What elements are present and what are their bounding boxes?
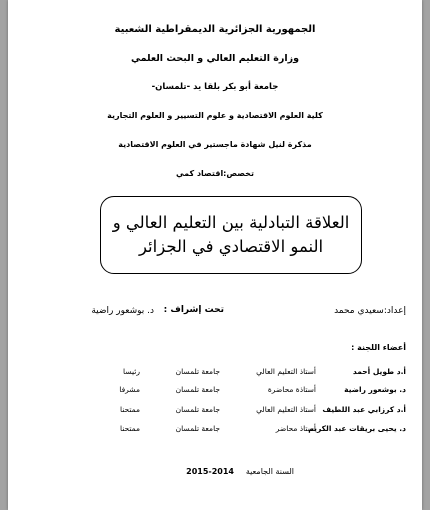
committee-member-role: ممتحنا (119, 424, 140, 433)
committee-member-university: جامعة تلمسان (175, 405, 220, 414)
academic-year-label: السنة الجامعية (245, 467, 294, 476)
supervisor-name: د. بوشعور راضية (91, 306, 154, 316)
header-ministry: وزارة التعليم العالي و البحث العلمي (131, 53, 299, 64)
committee-member-name: د. يحيى بريقات عبد الكريم (308, 424, 406, 433)
committee-member-rank: أستاذ محاضر (275, 424, 316, 433)
committee-member-rank: أستاذ التعليم العالي (256, 405, 316, 414)
committee-member-name: أ.د طويل أحمد (352, 367, 406, 376)
committee-member-rank: أستاذ التعليم العالي (256, 367, 316, 376)
committee-member-university: جامعة تلمسان (175, 424, 220, 433)
committee-member-university: جامعة تلمسان (175, 385, 220, 394)
header-specialty: تخصص:اقتصاد كمي (176, 169, 254, 178)
prepared-by (334, 306, 406, 316)
committee-member-name: د. بوشعور راضية (344, 385, 406, 394)
prepared-by-label: إعداد: (383, 306, 406, 316)
header-thesis-type: مذكرة لنيل شهادة ماجستير في العلوم الاقتصادية (118, 140, 312, 149)
committee-heading: أعضاء اللجنة : (351, 343, 406, 352)
document-page[interactable] (8, 0, 422, 510)
committee-member-university: جامعة تلمسان (175, 367, 220, 376)
committee-member-role: رئيسا (123, 367, 140, 376)
prepared-by-name: سعيدي محمد (334, 306, 384, 316)
supervisor-label: تحت إشراف : (163, 305, 224, 315)
committee-member-rank: أستاذة محاضرة (267, 385, 316, 394)
header-university: جامعة أبو بكر بلقا يد -تلمسان- (151, 82, 279, 92)
committee-member-role: ممتحنا (119, 405, 140, 414)
thesis-title-box (100, 196, 362, 274)
header-faculty: كلية العلوم الاقتصادية و علوم التسيير و العلوم التجارية (107, 111, 323, 120)
thesis-title-line-2: النمو الاقتصادي في الجزائر (138, 237, 324, 256)
committee-member-role: مشرفا (119, 385, 140, 394)
academic-year-value: 2015-2014 (186, 467, 234, 476)
header-republic: الجمهورية الجزائرية الديمقراطية الشعبية (114, 24, 316, 35)
thesis-title-line-1: العلاقة التبادلية بين التعليم العالي و (112, 213, 350, 232)
committee-member-name: أ.د كرزابي عبد اللطيف (322, 405, 406, 414)
